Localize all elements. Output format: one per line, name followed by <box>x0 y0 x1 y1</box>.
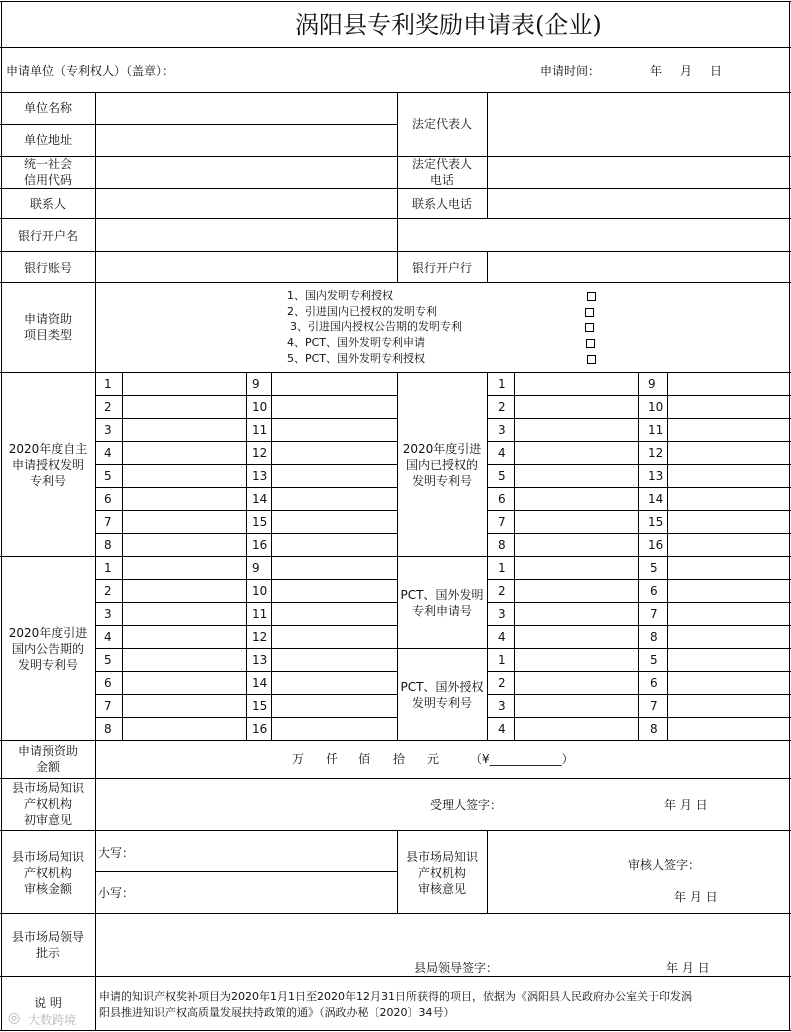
unit-address-input[interactable] <box>96 125 396 156</box>
pct-grant-label: PCT、国外授权 <box>400 680 484 694</box>
row-number: 4 <box>104 630 112 644</box>
row-number: 8 <box>104 722 112 736</box>
section1-right-label: 国内已授权的 <box>405 458 478 472</box>
apply-time-label: 申请时间： <box>540 64 601 78</box>
grid-line <box>638 372 639 557</box>
s1-left-b-input[interactable] <box>272 396 396 418</box>
row-number: 5 <box>104 469 112 483</box>
legal-rep-label: 法定代表人 <box>411 117 472 131</box>
s2-left-a-input[interactable] <box>123 580 245 602</box>
row-number: 4 <box>498 446 506 460</box>
grid-line <box>638 556 639 741</box>
s2-right-b-input[interactable] <box>668 672 788 694</box>
row-number: 3 <box>498 607 506 621</box>
row-number: 16 <box>252 722 268 736</box>
grid-line <box>0 47 791 48</box>
row-number: 5 <box>498 469 506 483</box>
row-number: 13 <box>648 469 664 483</box>
s2-left-b-input[interactable] <box>272 557 396 579</box>
s1-right-b-input[interactable] <box>668 396 788 418</box>
review-opinion-date: 年 月 日 <box>674 890 718 904</box>
row-number: 8 <box>650 630 658 644</box>
project-type-option-5: 5、PCT、国外发明专利授权 <box>287 352 426 365</box>
s2-left-a-input[interactable] <box>123 557 245 579</box>
s2-left-a-input[interactable] <box>123 603 245 625</box>
s2-right-b-input[interactable] <box>668 718 788 740</box>
grid-line <box>397 648 488 649</box>
row-number: 3 <box>104 423 112 437</box>
initial-review-date: 年 月 日 <box>664 798 708 812</box>
leader-input[interactable] <box>96 914 788 976</box>
note-label: 说 明 <box>34 996 62 1010</box>
initial-review-label: 初审意见 <box>23 813 72 827</box>
row-number: 1 <box>104 561 112 575</box>
watermark: 大数跨境 <box>28 1013 77 1027</box>
row-number: 6 <box>650 584 658 598</box>
section1-right-label: 发明专利号 <box>411 474 472 488</box>
s1-right-a-input[interactable] <box>515 419 637 441</box>
section1-left-label: 2020年度自主 <box>8 442 88 456</box>
s1-right-a-input[interactable] <box>515 373 637 395</box>
row-number: 14 <box>252 492 268 506</box>
amount-unit-5: 元 <box>427 752 440 766</box>
amount-unit-1: 万 <box>292 752 305 766</box>
row-number: 14 <box>648 492 664 506</box>
amount-label-2: 金额 <box>35 760 60 774</box>
row-number: 4 <box>498 630 506 644</box>
year-label: 年 <box>650 64 663 78</box>
credit-code-label-2: 信用代码 <box>23 173 72 187</box>
pct-apply-label: 专利申请号 <box>411 604 472 618</box>
s1-right-b-input[interactable] <box>668 465 788 487</box>
leader-signature-label: 县局领导签字： <box>414 961 499 975</box>
row-number: 16 <box>648 538 664 552</box>
row-number: 6 <box>650 676 658 690</box>
pct-apply-label: PCT、国外发明 <box>400 588 484 602</box>
review-opinion-label: 产权机构 <box>417 866 466 880</box>
initial-review-label: 县市场局知识 <box>11 781 84 795</box>
s1-right-a-input[interactable] <box>515 396 637 418</box>
pct-grant-label: 发明专利号 <box>411 696 472 710</box>
amount-label: 申请预资助 <box>17 744 78 758</box>
checkbox-option-5[interactable] <box>587 355 596 364</box>
row-number: 2 <box>498 584 506 598</box>
reviewer-signature-label: 审核人签字： <box>628 858 701 872</box>
legal-rep-input[interactable] <box>488 93 788 156</box>
s1-left-a-input[interactable] <box>123 373 245 395</box>
review-opinion-input[interactable] <box>488 831 788 913</box>
s1-left-a-input[interactable] <box>123 396 245 418</box>
day-label: 日 <box>710 64 723 78</box>
row-number: 8 <box>104 538 112 552</box>
s1-left-b-input[interactable] <box>272 488 396 510</box>
checkbox-option-4[interactable] <box>586 339 595 348</box>
leader-label: 县市场局领导 <box>11 930 84 944</box>
row-number: 12 <box>252 446 268 460</box>
row-number: 2 <box>498 400 506 414</box>
row-number: 9 <box>252 377 260 391</box>
s1-left-a-input[interactable] <box>123 488 245 510</box>
row-number: 3 <box>104 607 112 621</box>
s2-left-b-input[interactable] <box>272 649 396 671</box>
s1-right-a-input[interactable] <box>515 488 637 510</box>
grid-line <box>0 1 791 2</box>
row-number: 12 <box>252 630 268 644</box>
upper-amount-label: 大写： <box>98 846 135 860</box>
s2-left-b-input[interactable] <box>272 626 396 648</box>
s2-right-a-input[interactable] <box>515 626 637 648</box>
bank-account-input[interactable] <box>96 252 396 282</box>
section1-left-label: 申请授权发明 <box>11 458 84 472</box>
row-number: 11 <box>252 423 268 437</box>
project-type-option-3: 3、引进国内授权公告期的发明专利 <box>290 320 462 333</box>
section1-right-label: 2020年度引进 <box>402 442 482 456</box>
amount-unit-2: 仟 <box>326 752 339 766</box>
form-title: 涡阳县专利奖励申请表(企业) <box>295 11 602 39</box>
acceptor-signature-label: 受理人签字： <box>430 798 503 812</box>
s2-right-b-input[interactable] <box>668 580 788 602</box>
s2-left-b-input[interactable] <box>272 718 396 740</box>
unit-name-label: 单位名称 <box>23 101 72 115</box>
approved-amount-label: 审核金额 <box>23 882 72 896</box>
s2-right-b-input[interactable] <box>668 603 788 625</box>
s1-right-b-input[interactable] <box>668 511 788 533</box>
project-type-label-2: 项目类型 <box>23 328 72 342</box>
s1-right-a-input[interactable] <box>515 511 637 533</box>
bank-name-input[interactable] <box>96 219 788 251</box>
approved-amount-label: 产权机构 <box>23 866 72 880</box>
row-number: 12 <box>648 446 664 460</box>
row-number: 3 <box>498 699 506 713</box>
s1-right-b-input[interactable] <box>668 534 788 556</box>
row-number: 13 <box>252 469 268 483</box>
project-type-option-2: 2、引进国内已授权的发明专利 <box>287 305 437 318</box>
row-number: 10 <box>252 584 268 598</box>
row-number: 3 <box>498 423 506 437</box>
row-number: 2 <box>498 676 506 690</box>
s1-left-b-input[interactable] <box>272 373 396 395</box>
bank-name-label: 银行开户名 <box>17 229 78 243</box>
unit-name-input[interactable] <box>96 93 396 124</box>
row-number: 6 <box>104 492 112 506</box>
row-number: 15 <box>252 699 268 713</box>
row-number: 5 <box>650 653 658 667</box>
s1-right-b-input[interactable] <box>668 488 788 510</box>
checkbox-option-1[interactable] <box>587 292 596 301</box>
amount-input[interactable] <box>96 741 788 778</box>
row-number: 4 <box>498 722 506 736</box>
project-type-option-4: 4、PCT、国外发明专利申请 <box>287 336 426 349</box>
lower-amount-label: 小写： <box>98 886 135 900</box>
s2-left-a-input[interactable] <box>123 695 245 717</box>
s1-right-b-input[interactable] <box>668 419 788 441</box>
section2-left-label: 发明专利号 <box>17 658 78 672</box>
legal-rep-phone-input[interactable] <box>488 157 788 188</box>
row-number: 8 <box>650 722 658 736</box>
s1-right-b-input[interactable] <box>668 442 788 464</box>
credit-code-label: 统一社会 <box>23 157 72 171</box>
note-line-1: 申请的知识产权奖补项目为2020年1月1日至2020年12月31日所获得的项目，依据为《涡阳县人民政府办公室关于印发涡 <box>99 990 692 1003</box>
month-label: 月 <box>680 64 693 78</box>
s2-left-a-input[interactable] <box>123 672 245 694</box>
s1-left-a-input[interactable] <box>123 511 245 533</box>
row-number: 6 <box>104 676 112 690</box>
project-type-label: 申请资助 <box>23 312 72 326</box>
row-number: 7 <box>650 607 658 621</box>
row-number: 4 <box>104 446 112 460</box>
s2-right-a-input[interactable] <box>515 718 637 740</box>
s1-left-b-input[interactable] <box>272 419 396 441</box>
row-number: 15 <box>252 515 268 529</box>
row-number: 2 <box>104 400 112 414</box>
bank-branch-label: 银行开户行 <box>411 261 472 275</box>
note-line-2: 阳县推进知识产权高质量发展扶持政策的通》（涡政办秘〔2020〕34号） <box>99 1006 455 1019</box>
s1-left-a-input[interactable] <box>123 419 245 441</box>
row-number: 13 <box>252 653 268 667</box>
section2-left-label: 国内公告期的 <box>11 642 84 656</box>
leader-label: 批示 <box>35 946 60 960</box>
row-number: 2 <box>104 584 112 598</box>
bank-branch-input[interactable] <box>488 252 788 282</box>
s2-right-b-input[interactable] <box>668 557 788 579</box>
amount-yuan-field: （¥____________） <box>470 752 574 766</box>
checkbox-option-2[interactable] <box>585 308 594 317</box>
row-number: 7 <box>650 699 658 713</box>
section2-left-label: 2020年度引进 <box>8 626 88 640</box>
row-number: 14 <box>252 676 268 690</box>
s1-left-b-input[interactable] <box>272 534 396 556</box>
applicant-field[interactable] <box>230 55 530 85</box>
s2-right-b-input[interactable] <box>668 695 788 717</box>
contact-phone-input[interactable] <box>488 189 788 218</box>
grid-line <box>246 556 247 741</box>
legal-rep-phone-label-2: 电话 <box>429 173 454 187</box>
grid-line <box>0 1030 791 1031</box>
legal-rep-phone-label: 法定代表人 <box>411 157 472 171</box>
section1-left-label: 专利号 <box>29 474 66 488</box>
approved-amount-label: 县市场局知识 <box>11 850 84 864</box>
contact-input[interactable] <box>96 189 396 218</box>
review-opinion-label: 县市场局知识 <box>405 850 478 864</box>
grid-line <box>0 976 791 977</box>
initial-review-label: 产权机构 <box>23 797 72 811</box>
applicant-label: 申请单位（专利权人）（盖章）： <box>6 64 175 78</box>
row-number: 15 <box>648 515 664 529</box>
s1-right-a-input[interactable] <box>515 534 637 556</box>
checkbox-option-3[interactable] <box>585 323 594 332</box>
s1-left-b-input[interactable] <box>272 511 396 533</box>
s1-right-b-input[interactable] <box>668 373 788 395</box>
row-number: 7 <box>104 699 112 713</box>
amount-unit-4: 拾 <box>393 752 406 766</box>
s2-right-a-input[interactable] <box>515 649 637 671</box>
row-number: 1 <box>104 377 112 391</box>
grid-line <box>0 282 791 283</box>
s2-right-b-input[interactable] <box>668 649 788 671</box>
amount-unit-3: 佰 <box>358 752 371 766</box>
grid-line <box>246 372 247 557</box>
row-number: 1 <box>498 377 506 391</box>
unit-address-label: 单位地址 <box>23 133 72 147</box>
row-number: 7 <box>104 515 112 529</box>
leader-date: 年 月 日 <box>666 961 710 975</box>
row-number: 11 <box>252 607 268 621</box>
s2-left-a-input[interactable] <box>123 718 245 740</box>
row-number: 5 <box>650 561 658 575</box>
row-number: 9 <box>252 561 260 575</box>
row-number: 10 <box>252 400 268 414</box>
watermark-logo-icon: ◎ <box>8 1010 21 1026</box>
s2-right-a-input[interactable] <box>515 557 637 579</box>
row-number: 6 <box>498 492 506 506</box>
row-number: 8 <box>498 538 506 552</box>
row-number: 11 <box>648 423 664 437</box>
project-type-option-1: 1、国内发明专利授权 <box>287 289 393 302</box>
review-opinion-label: 审核意见 <box>417 882 466 896</box>
credit-code-input[interactable] <box>96 157 396 188</box>
initial-review-input[interactable] <box>96 779 788 830</box>
row-number: 16 <box>252 538 268 552</box>
contact-phone-label: 联系人电话 <box>411 197 472 211</box>
row-number: 9 <box>648 377 656 391</box>
row-number: 1 <box>498 653 506 667</box>
s1-left-a-input[interactable] <box>123 534 245 556</box>
contact-label: 联系人 <box>29 197 66 211</box>
row-number: 7 <box>498 515 506 529</box>
row-number: 1 <box>498 561 506 575</box>
row-number: 5 <box>104 653 112 667</box>
s2-right-b-input[interactable] <box>668 626 788 648</box>
row-number: 10 <box>648 400 664 414</box>
bank-account-label: 银行账号 <box>23 261 72 275</box>
